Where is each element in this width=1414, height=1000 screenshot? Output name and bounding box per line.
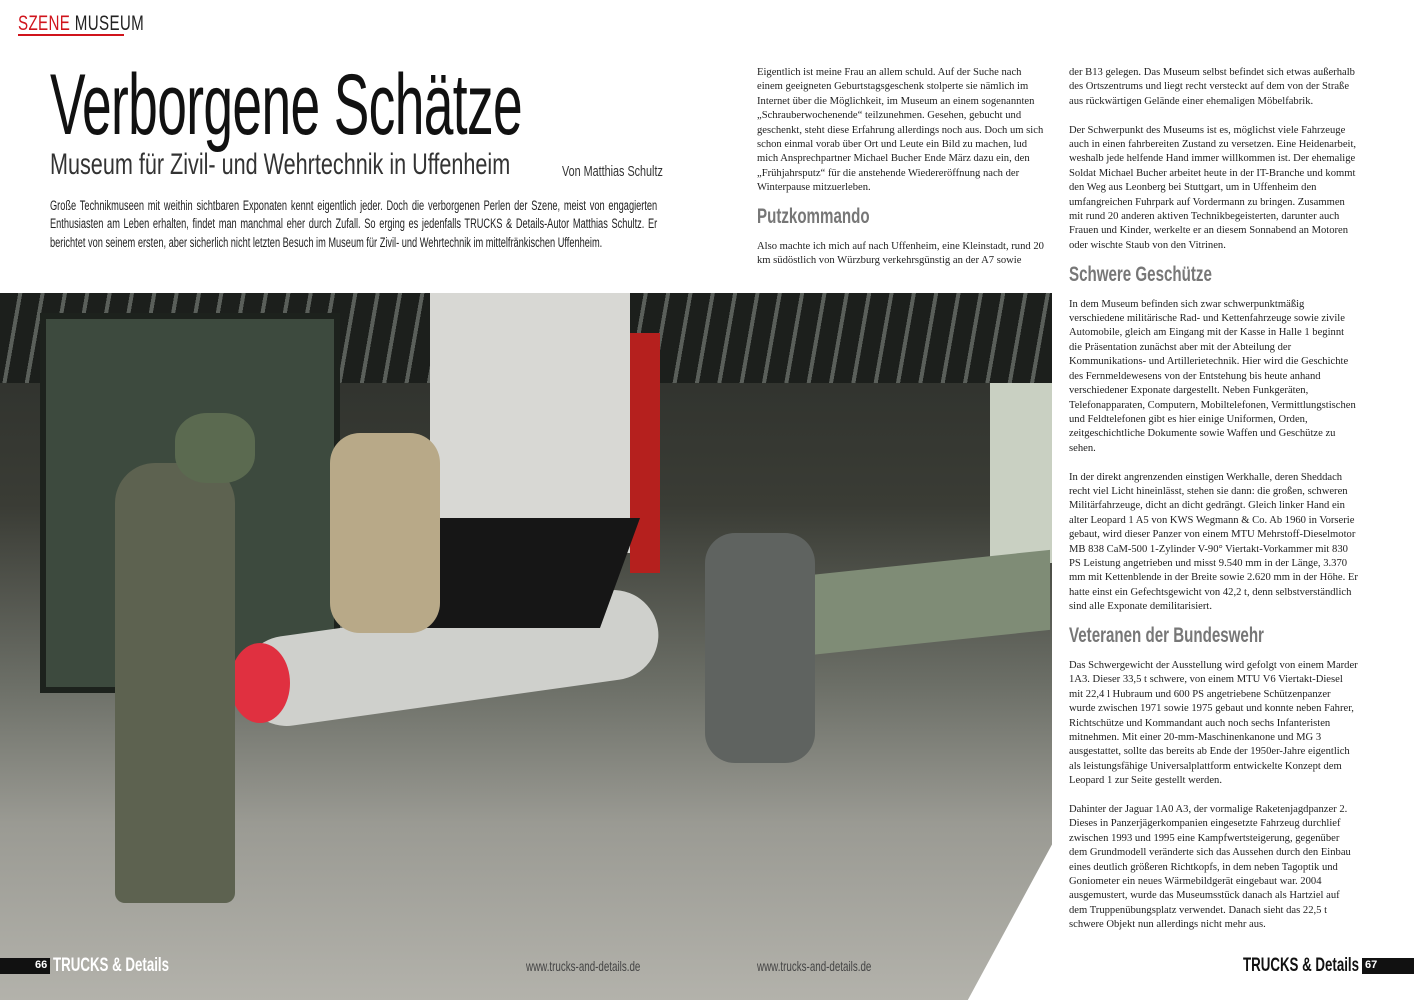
paragraph: In dem Museum befinden sich zwar schwerpunktmäßig verschiedene militärische Rad- und Kettenfahrzeuge sowie zivile Automobile, gleich am Eingang mit der Kasse in Halle 1 beginnt die Präsentation zunächst aber mit der Abteilung der Kommunikations- und Artillerietechnik. Hier wird die Geschichte des Fernmeldewesens von der Entstehung bis heute anhand verschiedener Exponate dargestellt. Neben Funkgeräten, Telefonapparaten, Computern, Mobiltelefonen, Vermittlungstischen und Feldtelefonen gibt es hier einige Uniformen, Orden, zeitgeschichtliche Dokumente sowie Waffen und Geschütze zu sehen. — [1069, 298, 1356, 454]
text-column-2 — [1069, 66, 1359, 947]
paragraph: Das Schwergewicht der Ausstellung wird gefolgt von einem Marder 1A3. Dieser 33,5 t schwere, von einem MTU V6 Viertakt-Diesel mit 22,4 l Hubraum und 600 PS angetriebene Schützenpanzer wurde zwischen 1971 sowie 1975 gebaut und konnte neben Fahrer, Richtschütze und Kommandant auch noch sechs Infanteristen mitnehmen. Mit einer 20-mm-Maschinenkanone und MG 3 ausgestattet, sollte das bereits ab Ende der 1950er-Jahre eigentlich als leistungsfähige Universalplattform entwickelte Konzept dem Leopard 1 zur Seite gestellt werden. — [1069, 659, 1358, 787]
article-photo — [0, 293, 1052, 1000]
section-heading: Veteranen der Bundeswehr — [1069, 623, 1264, 647]
section-heading: Schwere Geschütze — [1069, 262, 1212, 286]
footer-brand-left: TRUCKS & Details — [53, 955, 170, 976]
page-number-right: 67 — [1365, 959, 1378, 971]
rubric-section: SZENE — [18, 12, 71, 35]
byline: Von Matthias Schultz — [562, 163, 663, 180]
footer-url-left: www.trucks-and-details.de — [526, 958, 641, 974]
section-heading: Putzkommando — [757, 205, 870, 229]
footer-brand-right: TRUCKS & Details — [1243, 955, 1360, 976]
paragraph: der B13 gelegen. Das Museum selbst befindet sich etwas außerhalb des Ortszentrums und liegt recht versteckt auf dem von der Straße aus rückwärtigen Gelände einer ehemaligen Möbelfabrik. — [1069, 67, 1355, 107]
intro-paragraph: Große Technikmuseen mit weithin sichtbaren Exponaten kennt eigentlich jeder. Doch die verborgenen Perlen der Szene, meist von engagierten Enthusiasten am Leben erhalten, findet man manchmal eher durch Zufall. So erging es jedenfalls TRUCKS & Details-Autor Matthias Schultz. Er berichtet von seinem ersten, aber sicherlich nicht letzten Besuch im Museum für Zivil- und Wehrtechnik im mittelfränkischen Uffenheim. — [50, 198, 658, 250]
paragraph: Eigentlich ist meine Frau an allem schuld. Auf der Suche nach einem geeigneten Geburtstagsgeschenk stolperte sie nämlich im Internet über die Möglichkeit, im Museum an einem sogenannten „Schrauberwochenende“ teilzunehmen. Gesehen, gebucht und geschenkt, steht diese Erfahrung allerdings noch aus. Doch um sich schon einmal vorab über Ort und Leute ein Bild zu machen, lud mich Ansprechpartner Michael Bucher Ende März dazu ein, den „Frühjahrsputz“ für die anstehende Wiedereröffnung nach der Winterpause mitzuerleben. — [757, 67, 1044, 194]
intro-text — [50, 197, 657, 252]
text-column-1 — [757, 66, 1047, 283]
paragraph: Der Schwerpunkt des Museums ist es, möglichst viele Fahrzeuge auch in einen fahrbereiten Zustand zu versetzen. Eine Heidenarbeit, weshalb jede helfende Hand immer willkommen ist. Der ehemalige Soldat Michael Bucher arbeitet heute in der IT-Branche und kommt den Weg aus Leonberg bei Stuttgart, um in Uffenheim den umfangreichen Fuhrpark auf Vordermann zu bringen. Zusammen mit rund 20 anderen aktiven Technikbegeisterten, darunter auch Frauen und Kinder, werkelte er an diesem Sonnabend an Motoren oder wischte Staub von den Vitrinen. — [1069, 124, 1357, 251]
rubric-topic: MUSEUM — [74, 12, 145, 35]
paragraph: Dahinter der Jaguar 1A0 A3, der vormalige Raketenjagdpanzer 2. Dieses in Panzerjägerkompanien eingesetzte Fahrzeug durchlief zwischen 1993 und 1995 eine Kampfwertsteigerung, gegenüber dem Grundmodell veränderte sich das Aussehen durch den Einbau eines deutlich größeren Richtkopfs, in dem neben Tagoptik und Goniometer ein neues Wärmebildgerät eingebaut war. 2004 ausgemustert, wurde das Museumsstück danach als Hartziel auf dem Truppenübungsplatz verwendet. Danach sieht das 22,5 t schwere Objekt nun allerdings nicht mehr aus. — [1069, 804, 1351, 931]
paragraph: Also machte ich mich auf nach Uffenheim, eine Kleinstadt, rund 20 km südöstlich von Würzburg verkehrsgünstig an der A7 sowie — [757, 241, 1044, 267]
footer-url-right: www.trucks-and-details.de — [757, 958, 872, 974]
page-number-left: 66 — [35, 959, 48, 971]
paragraph: In der direkt angrenzenden einstigen Werkhalle, deren Sheddach recht viel Licht hineinlässt, stehen sie dann: die großen, schweren Militärfahrzeuge, dicht an dicht gedrängt. Gleich linker Hand ein alter Leopard 1 A5 von KWS Wegmann & Co. Ab 1960 in Vorserie gebaut, wird dieser Panzer von einem MTU Mehrstoff-Dieselmotor MB 838 CaM-500 1-Zylinder V-90° Viertakt-Vorkammer mit 830 PS Leistung angetrieben und misst 9.540 mm in der Länge, 3.370 mm mit Kettenblende in der Breite sowie 2.620 mm in der Höhe. Er hatte einst ein Gefechtsgewicht von 42,2 t, denn selbstverständlich sind alle Exponate demilitarisiert. — [1069, 471, 1358, 613]
article-subtitle: Museum für Zivil- und Wehrtechnik in Uffenheim — [50, 148, 511, 181]
article-title: Verborgene Schätze — [50, 57, 523, 153]
section-rubric — [18, 12, 145, 36]
